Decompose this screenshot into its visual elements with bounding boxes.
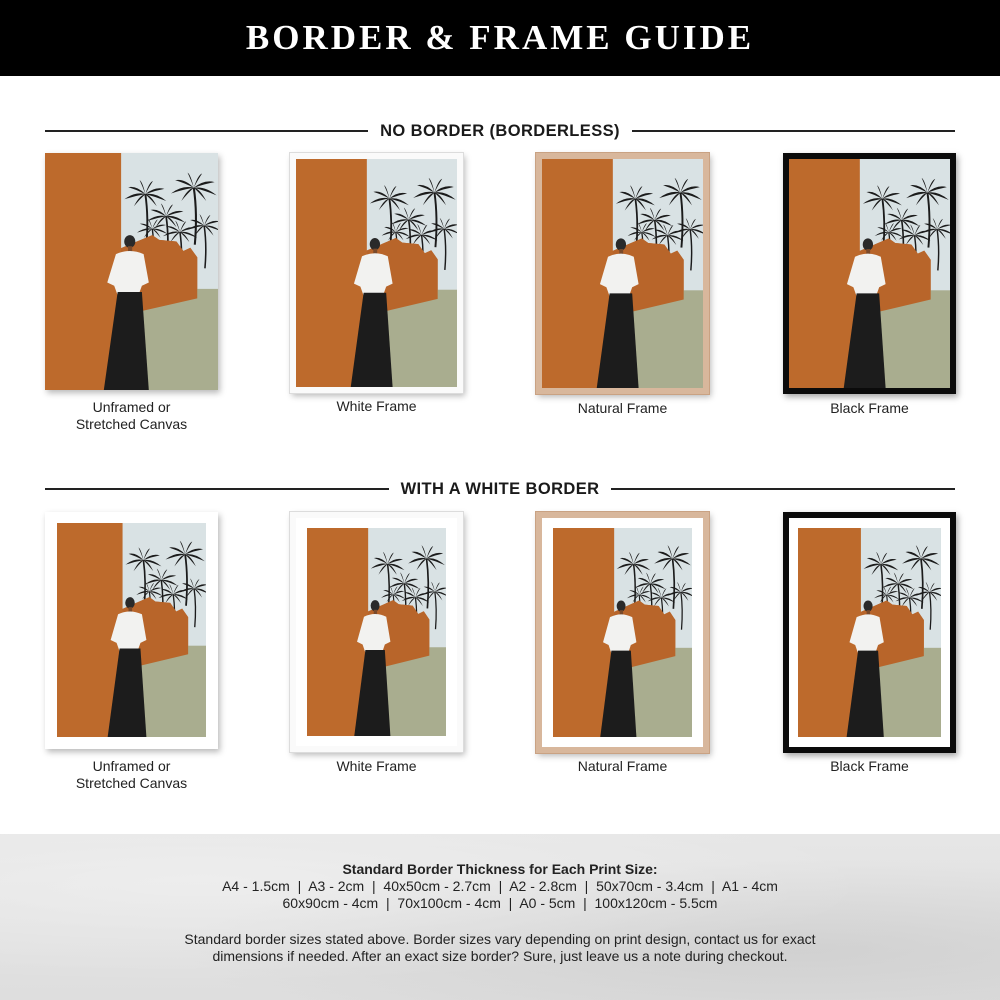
option-card-unframed-white-border[interactable] [45, 512, 218, 797]
print-preview [783, 153, 956, 394]
info-title: Standard Border Thickness for Each Print Size: [342, 861, 658, 877]
print-preview [290, 512, 463, 752]
print-preview [45, 512, 218, 749]
artwork-image [789, 159, 950, 388]
option-caption: Unframed or Stretched Canvas [75, 758, 188, 791]
divider [45, 130, 368, 132]
option-card-white-frame-white-border[interactable] [290, 512, 463, 797]
print-preview [536, 512, 709, 753]
option-caption: Black Frame [830, 758, 909, 774]
page-header [0, 0, 1000, 76]
option-caption: Unframed or Stretched Canvas [75, 399, 188, 432]
option-card-black-frame-borderless[interactable] [783, 153, 956, 433]
sizes-line: 60x90cm - 4cm | 70x100cm - 4cm | A0 - 5cm | 100x120cm - 5.5cm [282, 895, 718, 911]
note-line: Standard border sizes stated above. Border sizes vary depending on print design, contact us for exact [184, 931, 816, 947]
artwork-image [798, 528, 941, 737]
option-caption: White Frame [336, 758, 417, 774]
section-title: NO BORDER (BORDERLESS) [380, 121, 620, 140]
option-caption: White Frame [336, 398, 417, 414]
artwork-image [553, 528, 692, 737]
print-preview [45, 153, 218, 390]
section-heading-borderless [45, 121, 955, 141]
note-line: dimensions if needed. After an exact size border? Sure, just leave us a note during checkout. [212, 948, 788, 964]
option-card-white-frame-borderless[interactable] [290, 153, 463, 433]
artwork-image [296, 159, 457, 387]
section-heading-white-border [45, 479, 955, 499]
artwork-image [542, 159, 703, 388]
option-card-black-frame-white-border[interactable] [783, 512, 956, 797]
sizes-line: A4 - 1.5cm | A3 - 2cm | 40x50cm - 2.7cm | A2 - 2.8cm | 50x70cm - 3.4cm | A1 - 4cm [222, 878, 778, 894]
option-caption: Natural Frame [577, 758, 668, 774]
section-title: WITH A WHITE BORDER [400, 479, 600, 498]
option-caption: Natural Frame [577, 400, 668, 416]
artwork-image [45, 153, 218, 390]
divider [632, 130, 955, 132]
divider [45, 488, 389, 490]
divider [611, 488, 955, 490]
option-caption: Black Frame [830, 400, 909, 416]
border-thickness-info [0, 834, 1000, 1000]
option-card-natural-frame-white-border[interactable] [536, 512, 709, 797]
page-title: BORDER & FRAME GUIDE [245, 18, 755, 57]
print-preview [536, 153, 709, 394]
print-preview [783, 512, 956, 753]
artwork-image [307, 528, 446, 736]
option-card-unframed-borderless[interactable] [45, 153, 218, 433]
option-card-natural-frame-borderless[interactable] [536, 153, 709, 433]
artwork-image [57, 523, 206, 737]
print-preview [290, 153, 463, 393]
